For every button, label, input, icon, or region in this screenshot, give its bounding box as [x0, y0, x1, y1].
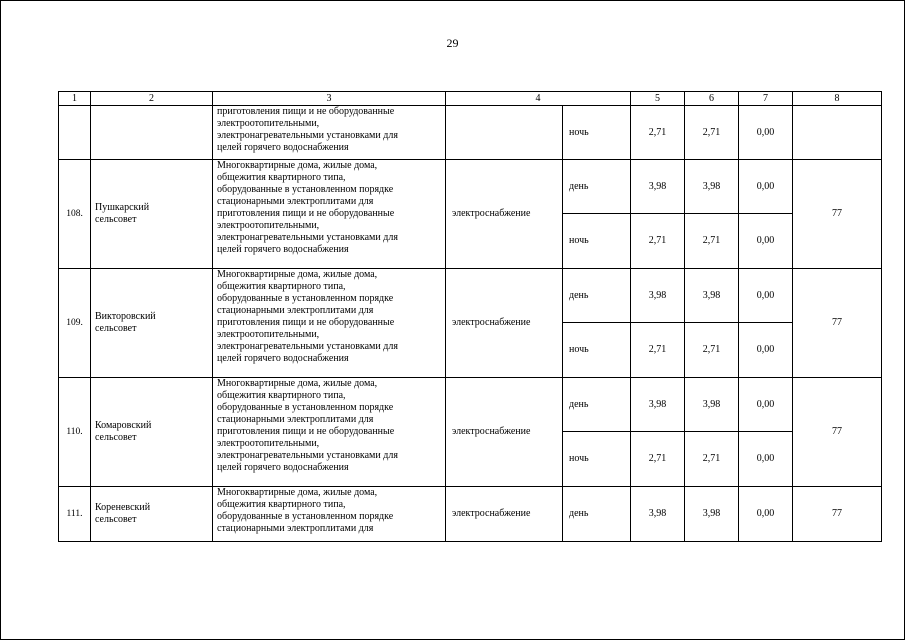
- period-cell: день: [563, 378, 631, 432]
- text-line: оборудованные в установленном порядке: [217, 184, 394, 195]
- text-line: сельсовет: [95, 432, 137, 443]
- consumer-description-cell: [213, 487, 446, 542]
- text-line: общежития квартирного типа,: [217, 172, 346, 183]
- text-line: электроотопительными,: [217, 438, 320, 449]
- column-header: 2: [91, 92, 213, 106]
- text-line: Многоквартирные дома, жилые дома,: [217, 160, 378, 171]
- text-line: сельсовет: [95, 323, 137, 334]
- text-line: электронагревательными установками для: [217, 341, 398, 352]
- value-cell-5: 2,71: [631, 323, 685, 378]
- value-cell-5: 2,71: [631, 214, 685, 269]
- value-cell-7: 0,00: [739, 487, 793, 542]
- value-cell-6: 3,98: [685, 269, 739, 323]
- text-line: электроотопительными,: [217, 220, 320, 231]
- text-line: целей горячего водоснабжения: [217, 353, 349, 364]
- settlement-cell: [91, 487, 213, 542]
- table-row: [59, 487, 882, 542]
- value-cell-5: 2,71: [631, 432, 685, 487]
- value-cell-6: 2,71: [685, 214, 739, 269]
- text-line: Многоквартирные дома, жилые дома,: [217, 487, 378, 498]
- service-cell: электроснабжение: [446, 487, 563, 542]
- value-cell-6: 2,71: [685, 323, 739, 378]
- text-line: Комаровский: [95, 420, 152, 431]
- text-line: целей горячего водоснабжения: [217, 244, 349, 255]
- value-cell-7: 0,00: [739, 214, 793, 269]
- text-line: стационарными электроплитами для: [217, 414, 374, 425]
- value-cell-6: 2,71: [685, 106, 739, 160]
- text-line: сельсовет: [95, 214, 137, 225]
- column-header: 6: [685, 92, 739, 106]
- row-number-cell: 110.: [59, 378, 91, 487]
- text-line: целей горячего водоснабжения: [217, 142, 349, 153]
- table-row: [59, 160, 882, 214]
- text-line: сельсовет: [95, 514, 137, 525]
- value-cell-7: 0,00: [739, 378, 793, 432]
- period-cell: день: [563, 160, 631, 214]
- value-cell-7: 0,00: [739, 269, 793, 323]
- value-cell-6: 3,98: [685, 160, 739, 214]
- column-header: 1: [59, 92, 91, 106]
- row-number-cell: 108.: [59, 160, 91, 269]
- text-line: электронагревательными установками для: [217, 130, 398, 141]
- row-number-cell: 109.: [59, 269, 91, 378]
- consumer-description-cell: [213, 160, 446, 269]
- row-number-cell: 111.: [59, 487, 91, 542]
- column-header: 5: [631, 92, 685, 106]
- period-cell: день: [563, 487, 631, 542]
- column-header: 3: [213, 92, 446, 106]
- settlement-cell: [91, 378, 213, 487]
- value-cell-6: 3,98: [685, 378, 739, 432]
- settlement-cell: [91, 160, 213, 269]
- text-line: электроотопительными,: [217, 329, 320, 340]
- text-line: приготовления пищи и не оборудованные: [217, 317, 395, 328]
- service-cell: электроснабжение: [446, 378, 563, 487]
- value-cell-5: 3,98: [631, 269, 685, 323]
- text-line: оборудованные в установленном порядке: [217, 293, 394, 304]
- value-cell-6: 2,71: [685, 432, 739, 487]
- value-cell-8: 77: [793, 160, 882, 269]
- value-cell-5: 3,98: [631, 160, 685, 214]
- text-line: Викторовский: [95, 311, 156, 322]
- text-line: Многоквартирные дома, жилые дома,: [217, 378, 378, 389]
- text-line: электронагревательными установками для: [217, 450, 398, 461]
- text-line: электроотопительными,: [217, 118, 320, 129]
- consumer-description-cell: [213, 106, 446, 160]
- service-cell: электроснабжение: [446, 160, 563, 269]
- period-cell: день: [563, 269, 631, 323]
- consumer-description-cell: [213, 269, 446, 378]
- text-line: оборудованные в установленном порядке: [217, 511, 394, 522]
- text-line: общежития квартирного типа,: [217, 390, 346, 401]
- table-row: [59, 106, 882, 160]
- value-cell-7: 0,00: [739, 160, 793, 214]
- period-cell: ночь: [563, 432, 631, 487]
- period-cell: ночь: [563, 106, 631, 160]
- text-line: Кореневский: [95, 502, 151, 513]
- tariff-table: [58, 91, 882, 542]
- text-line: общежития квартирного типа,: [217, 281, 346, 292]
- text-line: электронагревательными установками для: [217, 232, 398, 243]
- value-cell-8: 77: [793, 269, 882, 378]
- text-line: стационарными электроплитами для: [217, 305, 374, 316]
- value-cell-5: 3,98: [631, 378, 685, 432]
- text-line: Пушкарский: [95, 202, 150, 213]
- value-cell-8: 77: [793, 378, 882, 487]
- value-cell-7: 0,00: [739, 432, 793, 487]
- text-line: стационарными электроплитами для: [217, 196, 374, 207]
- page-number: 29: [446, 36, 459, 50]
- table-header-row: [59, 92, 882, 106]
- text-line: Многоквартирные дома, жилые дома,: [217, 269, 378, 280]
- row-number-cell: [59, 106, 91, 160]
- period-cell: ночь: [563, 323, 631, 378]
- value-cell-8: 77: [793, 487, 882, 542]
- period-cell: ночь: [563, 214, 631, 269]
- table-row: [59, 378, 882, 432]
- column-header: 7: [739, 92, 793, 106]
- consumer-description-cell: [213, 378, 446, 487]
- text-line: оборудованные в установленном порядке: [217, 402, 394, 413]
- value-cell-8: [793, 106, 882, 160]
- table-row: [59, 269, 882, 323]
- text-line: общежития квартирного типа,: [217, 499, 346, 510]
- value-cell-7: 0,00: [739, 323, 793, 378]
- text-line: приготовления пищи и не оборудованные: [217, 426, 395, 437]
- value-cell-5: 2,71: [631, 106, 685, 160]
- service-cell: [446, 106, 563, 160]
- value-cell-7: 0,00: [739, 106, 793, 160]
- text-line: приготовления пищи и не оборудованные: [217, 106, 395, 117]
- column-header: 4: [446, 92, 631, 106]
- text-line: целей горячего водоснабжения: [217, 462, 349, 473]
- value-cell-5: 3,98: [631, 487, 685, 542]
- settlement-cell: [91, 106, 213, 160]
- text-line: приготовления пищи и не оборудованные: [217, 208, 395, 219]
- column-header: 8: [793, 92, 882, 106]
- text-line: стационарными электроплитами для: [217, 523, 374, 534]
- settlement-cell: [91, 269, 213, 378]
- value-cell-6: 3,98: [685, 487, 739, 542]
- service-cell: электроснабжение: [446, 269, 563, 378]
